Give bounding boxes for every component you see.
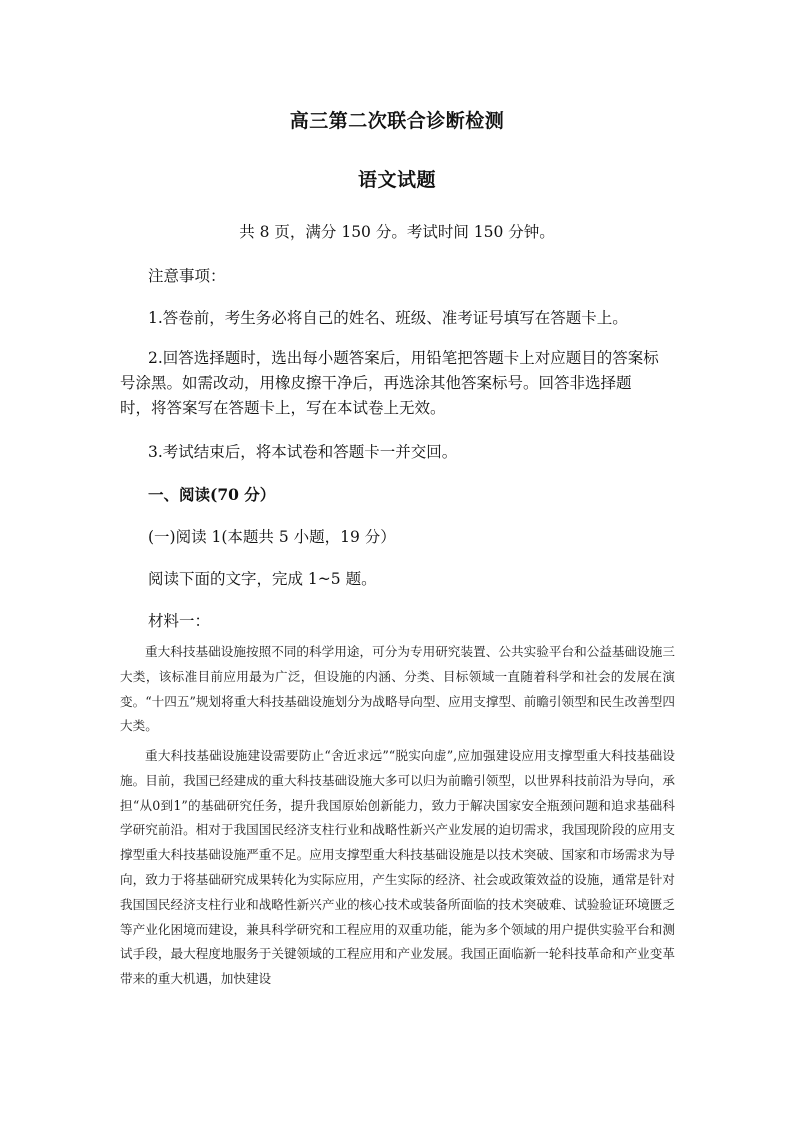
material-label: 材料一： bbox=[148, 612, 211, 630]
exam-title: 高三第二次联合诊断检测 bbox=[289, 110, 505, 132]
section-heading: 一、阅读(70 分） bbox=[148, 485, 276, 504]
notice-label: 注意事项： bbox=[148, 267, 226, 285]
reading-instruction: 阅读下面的文字，完成 1~5 题。 bbox=[148, 570, 377, 588]
exam-info: 共 8 页，满分 150 分。考试时间 150 分钟。 bbox=[239, 223, 555, 241]
notice-item-1: 1.答卷前，考生务必将自己的姓名、班级、准考证号填写在答题卡上。 bbox=[148, 309, 628, 327]
material-paragraph-2: 重大科技基础设施建设需要防止“舍近求远”“脱实向虚”,应加强建设应用支撑型重大科技基础设施。目前，我国已经建成的重大科技基础设施大多可以归为前瞻引领型，以世界科技前沿为导向，承担“从0到1”的基础研究任务，提升我国原始创新能力，致力于解决国家安全瓶颈问题和追求基础科学研究前沿。相对于我国国民经济支柱行业和战略性新兴产业发展的迫切需求，我国现阶段的应用支撑型重大科技基础设施严重不足。应用支撑型重大科技基础设施是以技术突破、国家和市场需求为导向，致力于将基础研究成果转化为实际应用，产生实际的经济、社会或政策效益的设施，通常是针对我国国民经济支柱行业和战略性新兴产业的核心技术或装备所面临的技术突破难、试验验证环境匮乏等产业化困境而建设，兼具科学研究和工程应用的双重功能，能为多个领域的用户提供实验平台和测试手段，最大程度地服务于关键领域的工程应用和产业发展。我国正面临新一轮科技革命和产业变革带来的重大机遇，加快建设 bbox=[120, 748, 675, 987]
notice-item-3: 3.考试结束后，将本试卷和答题卡一并交回。 bbox=[148, 443, 458, 461]
subject-title: 语文试题 bbox=[357, 169, 436, 191]
material-paragraph-1: 重大科技基础设施按照不同的科学用途，可分为专用研究装置、公共实验平台和公益基础设施三大类，该标准目前应用最为广泛，但设施的内涵、分类、目标领域一直随着科学和社会的发展在演变。“十四五”规划将重大科技基础设施划分为战略导向型、应用支撑型、前瞻引领型和民生改善型四大类。 bbox=[120, 644, 675, 734]
subsection-heading: (一)阅读 1(本题共 5 小题，19 分） bbox=[148, 528, 396, 546]
notice-item-2: 2.回答选择题时，选出每小题答案后，用铅笔把答题卡上对应题目的答案标号涂黑。如需改动，用橡皮擦干净后，再选涂其他答案标号。回答非选择题时，将答案写在答题卡上，写在本试卷上无效。 bbox=[120, 349, 659, 417]
